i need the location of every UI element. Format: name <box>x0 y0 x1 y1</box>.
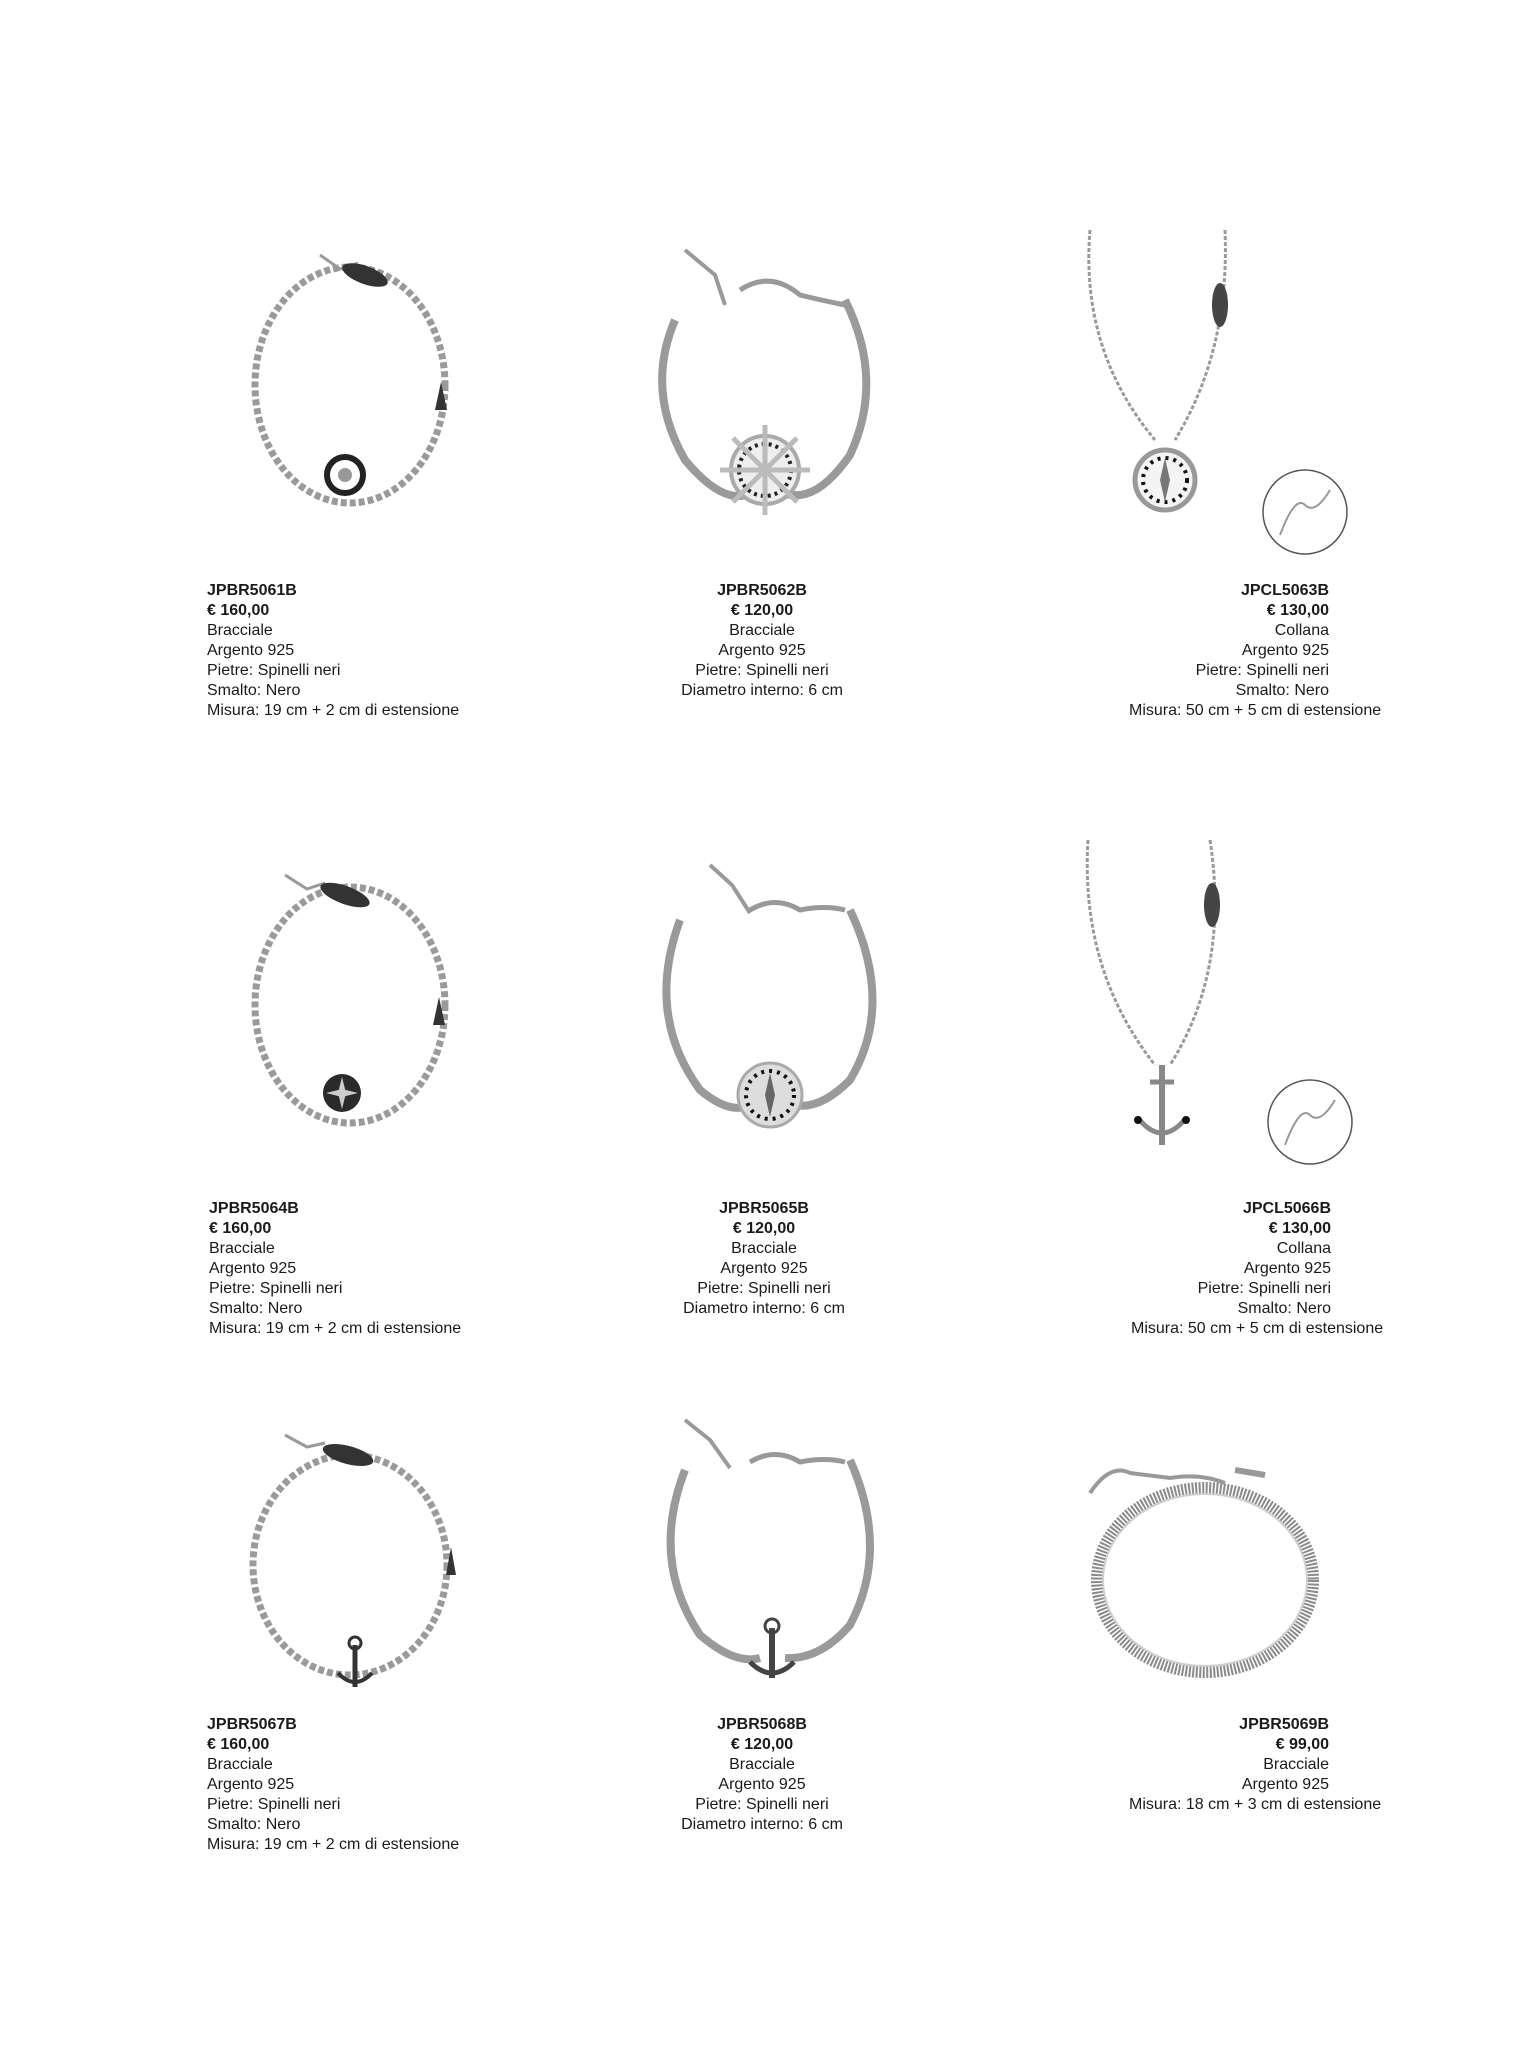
product-enamel: Smalto: Nero <box>209 1300 303 1317</box>
product-material: Argento 925 <box>718 1776 806 1793</box>
product-type: Bracciale <box>729 1756 795 1773</box>
product-image-necklace-anchor <box>1060 840 1360 1170</box>
product-stones: Pietre: Spinelli neri <box>1195 662 1329 679</box>
product-price: € 160,00 <box>209 1220 272 1237</box>
product-price: € 120,00 <box>730 602 794 619</box>
product-enamel: Smalto: Nero <box>207 682 301 699</box>
product-enamel: Smalto: Nero <box>207 1816 301 1833</box>
product-stones: Pietre: Spinelli neri <box>1197 1280 1331 1297</box>
product-type: Bracciale <box>207 622 273 639</box>
product-type: Bracciale <box>1263 1756 1329 1773</box>
product-code: JPBR5061B <box>207 582 297 599</box>
product-info <box>209 1199 461 1339</box>
product-info <box>1131 1199 1384 1339</box>
product-type: Collana <box>1274 622 1329 639</box>
product-info <box>207 581 459 721</box>
product-image-chain-bracelet-wheel <box>230 235 470 525</box>
product-price: € 130,00 <box>1266 602 1329 619</box>
product-diameter: Diametro interno: 6 cm <box>681 682 843 699</box>
product-image-cable-bracelet-compass <box>650 855 890 1155</box>
product-enamel: Smalto: Nero <box>1237 1300 1331 1317</box>
product-code: JPBR5062B <box>717 582 807 599</box>
product-price: € 120,00 <box>730 1736 794 1753</box>
product-material: Argento 925 <box>207 642 295 659</box>
product-size: Misura: 50 cm + 5 cm di estensione <box>1131 1320 1384 1337</box>
product-stones: Pietre: Spinelli neri <box>207 662 341 679</box>
product-stones: Pietre: Spinelli neri <box>697 1280 831 1297</box>
product-size: Misura: 50 cm + 5 cm di estensione <box>1129 702 1382 719</box>
product-type: Bracciale <box>731 1240 797 1257</box>
product-material: Argento 925 <box>1243 1260 1331 1277</box>
product-price: € 99,00 <box>1275 1736 1329 1753</box>
product-diameter: Diametro interno: 6 cm <box>681 1816 843 1833</box>
product-material: Argento 925 <box>207 1776 295 1793</box>
product-image-necklace-medallion <box>1060 230 1360 560</box>
product-code: JPBR5068B <box>717 1716 807 1733</box>
product-material: Argento 925 <box>1241 1776 1329 1793</box>
product-enamel: Smalto: Nero <box>1235 682 1329 699</box>
product-image-coil-bracelet <box>1080 1445 1330 1685</box>
product-price: € 120,00 <box>732 1220 796 1237</box>
product-code: JPCL5066B <box>1242 1200 1331 1217</box>
product-type: Bracciale <box>207 1756 273 1773</box>
product-code: JPBR5069B <box>1239 1716 1329 1733</box>
product-stones: Pietre: Spinelli neri <box>209 1280 343 1297</box>
product-material: Argento 925 <box>209 1260 297 1277</box>
product-code: JPBR5064B <box>209 1200 299 1217</box>
product-stones: Pietre: Spinelli neri <box>207 1796 341 1813</box>
product-code: JPBR5065B <box>719 1200 809 1217</box>
product-info <box>1129 1715 1382 1815</box>
product-code: JPCL5063B <box>1240 582 1329 599</box>
product-size: Misura: 19 cm + 2 cm di estensione <box>209 1320 462 1337</box>
product-info <box>207 1715 459 1855</box>
product-type: Bracciale <box>729 622 795 639</box>
product-material: Argento 925 <box>718 642 806 659</box>
product-type: Collana <box>1276 1240 1331 1257</box>
product-code: JPBR5067B <box>207 1716 297 1733</box>
product-size: Misura: 18 cm + 3 cm di estensione <box>1129 1796 1382 1813</box>
product-price: € 160,00 <box>207 602 270 619</box>
product-info <box>662 581 862 701</box>
product-material: Argento 925 <box>1241 642 1329 659</box>
product-image-cable-bracelet-anchor <box>650 1410 890 1690</box>
product-stones: Pietre: Spinelli neri <box>695 1796 829 1813</box>
product-type: Bracciale <box>209 1240 275 1257</box>
product-image-chain-bracelet-anchor <box>230 1425 470 1695</box>
product-diameter: Diametro interno: 6 cm <box>683 1300 845 1317</box>
product-image-chain-bracelet-compass <box>230 855 470 1145</box>
product-price: € 160,00 <box>207 1736 270 1753</box>
product-material: Argento 925 <box>720 1260 808 1277</box>
product-info <box>664 1199 864 1319</box>
product-size: Misura: 19 cm + 2 cm di estensione <box>207 702 460 719</box>
product-price: € 130,00 <box>1268 1220 1331 1237</box>
product-info <box>1129 581 1382 721</box>
product-image-cable-bracelet-helm <box>645 230 885 530</box>
product-size: Misura: 19 cm + 2 cm di estensione <box>207 1836 460 1853</box>
product-stones: Pietre: Spinelli neri <box>695 662 829 679</box>
product-info <box>662 1715 862 1835</box>
